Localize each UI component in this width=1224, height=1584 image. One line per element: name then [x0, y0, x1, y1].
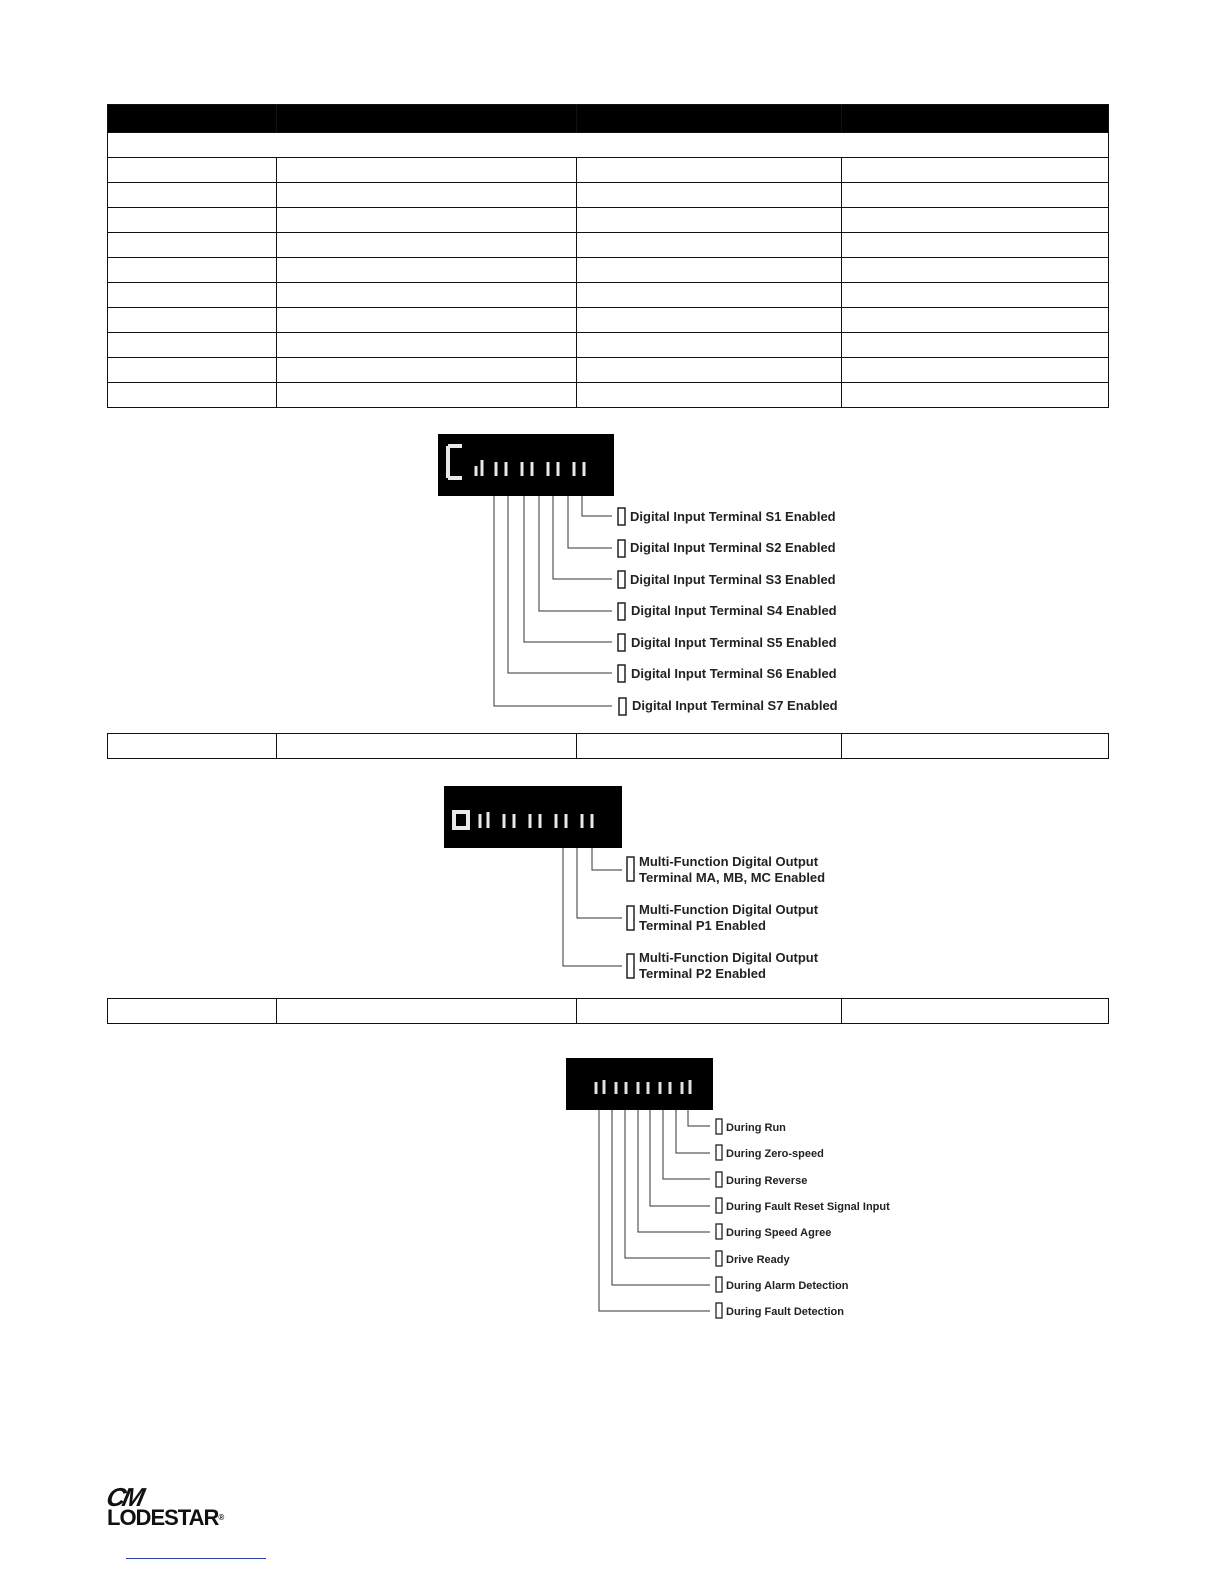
table-cell: [842, 734, 1109, 759]
registered-mark: ®: [218, 1513, 224, 1522]
table-cell: [577, 333, 842, 358]
table-cell: [277, 999, 577, 1024]
table-cell: [577, 233, 842, 258]
table-cell: [577, 208, 842, 233]
table-cell: [842, 258, 1109, 283]
status-label: During Run: [726, 1122, 786, 1134]
table-cell: [577, 183, 842, 208]
table-header-row: [108, 105, 1109, 133]
output-label-line1: Multi-Function Digital Output: [639, 854, 819, 869]
table-cell: [108, 358, 277, 383]
table-cell: [577, 358, 842, 383]
table-cell: [842, 233, 1109, 258]
table-cell: [277, 333, 577, 358]
table-cell: [577, 999, 842, 1024]
parameter-table: [107, 104, 1109, 408]
table-cell: [842, 183, 1109, 208]
table-header-cell: [108, 105, 277, 133]
led-segments: [476, 460, 584, 476]
table-cell: [577, 734, 842, 759]
table-cell: [577, 258, 842, 283]
input-terminal-diagram: [480, 496, 880, 720]
table-cell: [108, 158, 277, 183]
cm-lodestar-logo: [103, 1482, 247, 1532]
table-cell: [108, 999, 277, 1024]
status-label: During Reverse: [726, 1175, 808, 1187]
led-digits: [438, 434, 614, 496]
input-status-display: [438, 434, 614, 496]
parameter-row-table: [107, 998, 1109, 1024]
table-row: [108, 158, 1109, 183]
table-cell: [277, 208, 577, 233]
input-label: Digital Input Terminal S3 Enabled: [630, 572, 836, 587]
table-row: [108, 258, 1109, 283]
table-row: [108, 283, 1109, 308]
table-cell: [108, 258, 277, 283]
status-label: During Speed Agree: [726, 1227, 832, 1239]
led-digits: [444, 786, 622, 848]
table-row: [108, 383, 1109, 408]
output-label-line1: Multi-Function Digital Output: [639, 902, 819, 917]
status-label: During Alarm Detection: [726, 1280, 849, 1292]
status-label: During Fault Detection: [726, 1306, 844, 1318]
input-label: Digital Input Terminal S2 Enabled: [630, 540, 836, 555]
table-cell: [842, 208, 1109, 233]
table-cell: [277, 258, 577, 283]
table-header-cell: [842, 105, 1109, 133]
led-prefix-glyph: [454, 812, 468, 828]
table-cell: [108, 333, 277, 358]
connector-lines: [563, 848, 622, 966]
table-row: [108, 233, 1109, 258]
table-row: [108, 358, 1109, 383]
logo-brand-text: LODESTAR: [107, 1505, 219, 1530]
input-label: Digital Input Terminal S7 Enabled: [632, 698, 838, 713]
table-cell: [577, 283, 842, 308]
table-cell: [842, 308, 1109, 333]
led-prefix-glyph: [448, 446, 462, 478]
table-cell: [842, 358, 1109, 383]
table-cell: [108, 283, 277, 308]
led-segments: [596, 1080, 690, 1094]
table-cell: [842, 158, 1109, 183]
output-label-line2: Terminal P2 Enabled: [639, 966, 766, 981]
table-cell: [277, 183, 577, 208]
table-row: [108, 308, 1109, 333]
led-segments: [480, 812, 592, 828]
table-row: [108, 333, 1109, 358]
status-label: During Zero-speed: [726, 1148, 824, 1160]
table-cell: [842, 383, 1109, 408]
table-section-row: [108, 133, 1109, 158]
table-cell: [108, 734, 277, 759]
table-row: [108, 734, 1109, 759]
bit-markers: [618, 508, 626, 715]
led-digits: [566, 1058, 713, 1110]
connector-lines: [494, 496, 612, 706]
table-cell: [277, 358, 577, 383]
table-cell: [842, 333, 1109, 358]
table-cell: [277, 734, 577, 759]
table-header-cell: [277, 105, 577, 133]
drive-status-display: [566, 1058, 713, 1110]
drive-status-diagram: [590, 1110, 910, 1325]
status-label: Drive Ready: [726, 1254, 790, 1266]
output-status-display: [444, 786, 622, 848]
table-header-cell: [577, 105, 842, 133]
table-row: [108, 999, 1109, 1024]
table-cell: [108, 208, 277, 233]
table-cell: [108, 308, 277, 333]
table-row: [108, 208, 1109, 233]
footer-rule: [126, 1558, 266, 1559]
table-cell: [577, 383, 842, 408]
table-cell: [108, 233, 277, 258]
output-label-line1: Multi-Function Digital Output: [639, 950, 819, 965]
input-label: Digital Input Terminal S1 Enabled: [630, 509, 836, 524]
output-label-line2: Terminal P1 Enabled: [639, 918, 766, 933]
output-label-line2: Terminal MA, MB, MC Enabled: [639, 870, 826, 885]
table-cell: [577, 308, 842, 333]
input-label: Digital Input Terminal S5 Enabled: [631, 635, 837, 650]
table-row: [108, 183, 1109, 208]
logo-mark: CM: [103, 1482, 145, 1512]
parameter-row-table: [107, 733, 1109, 759]
table-cell: [108, 183, 277, 208]
connector-lines: [599, 1110, 710, 1311]
table-cell: [277, 158, 577, 183]
bit-markers: [627, 857, 634, 978]
table-cell: [577, 158, 842, 183]
table-cell: [842, 283, 1109, 308]
table-cell: [277, 308, 577, 333]
output-terminal-diagram: [550, 848, 850, 988]
logo-brand: [107, 1506, 223, 1530]
table-cell: [277, 283, 577, 308]
table-cell: [277, 233, 577, 258]
input-label: Digital Input Terminal S4 Enabled: [631, 603, 837, 618]
table-cell: [277, 383, 577, 408]
bit-markers: [716, 1119, 722, 1318]
status-label: During Fault Reset Signal Input: [726, 1201, 890, 1213]
table-section-cell: [108, 133, 1109, 158]
table-cell: [108, 383, 277, 408]
table-cell: [842, 999, 1109, 1024]
input-label: Digital Input Terminal S6 Enabled: [631, 666, 837, 681]
